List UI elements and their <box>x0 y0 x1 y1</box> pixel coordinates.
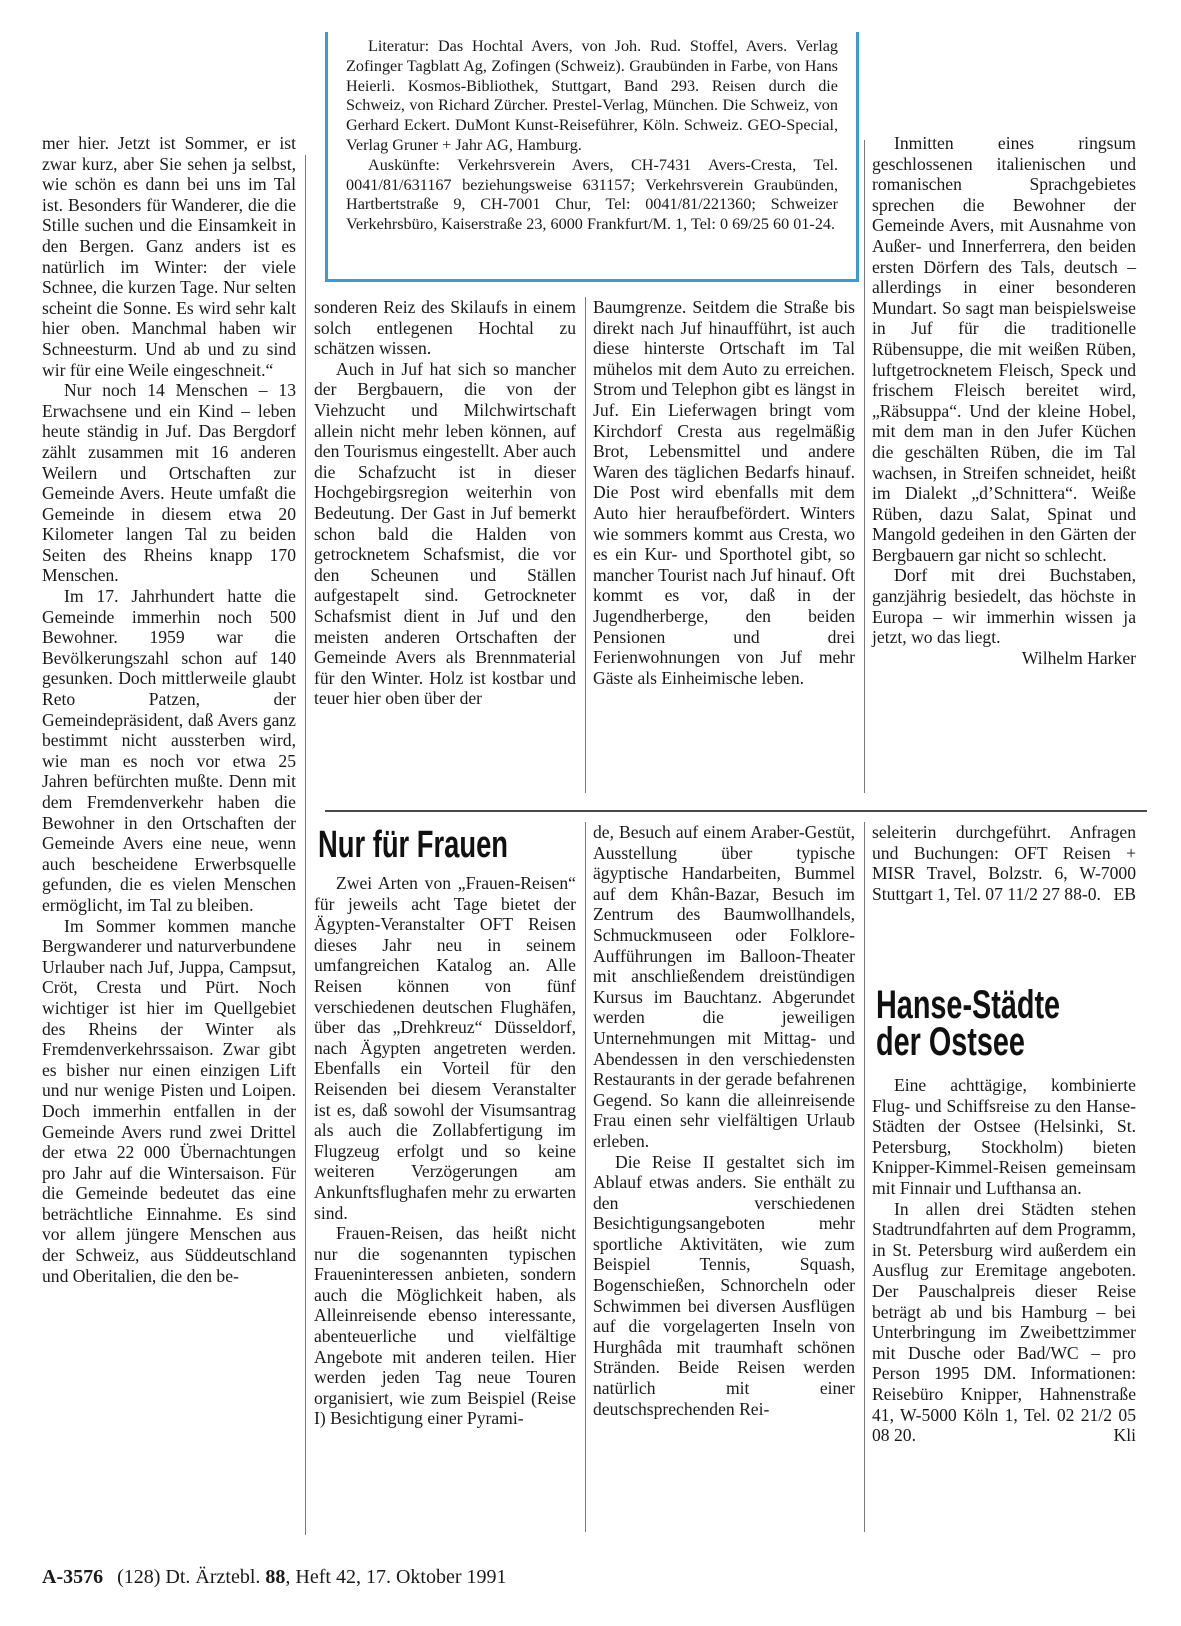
paragraph: Nur noch 14 Menschen – 13 Erwachsene und ein Kind – leben heute ständig in Juf. Das Bergdorf zählt zusammen mit 16 anderen Weilern und Ortschaften zur Gemeinde Avers. Heute umfaßt die Gemeinde in diesem etwa 20 Kilometer langen Tal zu beiden Seiten des Rheins knapp 170 Menschen. <box>42 380 296 586</box>
paragraph: de, Besuch auf einem Araber-Gestüt, Ausstellung über typische ägyptische Handarbeiten, Bummel auf dem Khân-Bazar, Besuch im Zentrum des Baumwollhandels, Schmuckmuseen oder Folklore-Aufführungen im Balloon-Theater mit anschließendem dreistündigen Kursus im Bauchtanz. Abgerundet werden die jeweiligen Unternehmungen mit Mittag- und Abendessen in den verschiedensten Restaurants in der gerade befahrenen Gegend. So kann die alleinreisende Frau einen sehr vielfältigen Urlaub erleben. <box>593 822 855 1151</box>
paragraph: Zwei Arten von „Frauen-Reisen“ für jeweils acht Tage bietet der Ägypten-Veranstalter OFT Reisen dieses Jahr neu in seinem umfangreichen Katalog an. Alle Reisen können von fünf verschiedenen deutschen Flughäfen, über das „Drehkreuz“ Düsseldorf, nach Ägypten angetreten werden. Ebenfalls ein Vorteil für den Reisenden bei diesem Veranstalter ist es, daß sowohl der Visumsantrag als auch die Zollabfertigung im Flugzeug erfolgt und so keine weiteren Verzögerungen am Ankunftsflughafen mehr zu erwarten sind. <box>314 873 576 1223</box>
paragraph: Im Sommer kommen manche Bergwanderer und naturverbundene Urlauber nach Juf, Juppa, Campsut, Cröt, Cresta und Pürt. Noch wichtiger ist hier im Quellgebiet des Rheins der Winter als Fremdenverkehrssaison. Zwar gibt es bisher nur einen einzigen Lift und nur wenige Pisten und Loipen. Doch immerhin entfallen in der Gemeinde Avers rund zwei Drittel der etwa 22 000 Übernachtungen pro Jahr auf die Wintersaison. Für die Gemeinde bedeutet das eine beträchtliche Einnahme. Es sind vor allem jüngere Menschen aus der Schweiz, aus Süddeutschland und Oberitalien, die den be- <box>42 915 296 1286</box>
page-footer <box>42 1566 506 1589</box>
paragraph: Baumgrenze. Seitdem die Straße bis direkt nach Juf hinaufführt, ist auch diese hinterste Ortschaft im Tal mühelos mit dem Auto zu erreichen. Strom und Telephon gibt es längst in Juf. Ein Lieferwagen bringt vom Kirchdorf Cresta aus regelmäßig Brot, Lebensmittel und andere Waren des täglichen Bedarfs hinauf. Die Post wird ebenfalls mit dem Auto hier heraufbefördert. Winters wie sommers kommt aus Cresta, wo es ein Kur- und Sporthotel gibt, so mancher Tourist nach Juf hinauf. Oft kommt es vor, daß in der Jugendherberge, den beiden Pensionen und drei Ferienwohnungen von Juf mehr Gäste als Einheimische leben. <box>593 297 855 688</box>
paragraph <box>872 565 1136 668</box>
info-box <box>325 32 859 282</box>
section-divider <box>325 810 1147 812</box>
paragraph <box>872 1199 1136 1446</box>
column-4-hanse <box>872 1075 1136 1446</box>
column-2-top <box>314 297 576 709</box>
headline-hanse-line2: der Ostsee <box>876 1020 1025 1064</box>
literature-text: Literatur: Das Hochtal Avers, von Joh. Rud. Stoffel, Avers. Verlag Zofinger Tagblatt Ag, Zofingen (Schweiz). Graubünden in Farbe, von Hans Heierli. Kosmos-Bibliothek, Stuttgart, Band 293. Reisen durch die Schweiz, von Richard Zürcher. Prestel-Verlag, München. Die Schweiz, von Gerhard Eckert. DuMont Kunst-Reiseführer, Köln. Schweiz. GEO-Special, Verlag Gruner + Jahr AG, Hamburg. <box>346 37 838 154</box>
paragraph: Eine achttägige, kombinierte Flug- und Schiffsreise zu den Hanse-Städten der Ostsee (Helsinki, St. Petersburg, Stockholm) bieten Knipper-Kimmel-Reisen gemeinsam mit Finnair und Lufthansa an. <box>872 1075 1136 1198</box>
page-number: A-3576 <box>42 1566 104 1588</box>
headline-frauen: Nur für Frauen <box>318 824 509 866</box>
paragraph: sonderen Reiz des Skilaufs in einem solch entlegenen Hochtal zu schätzen wissen. <box>314 297 576 359</box>
paragraph: Auch in Juf hat sich so mancher der Bergbauern, die von der Viehzucht und Milchwirtschaft allein nicht mehr leben können, auf den Tourismus eingestellt. Aber auch die Schafzucht ist in dieser Hochgebirgsregion weiterhin von Bedeutung. Der Gast in Juf bemerkt schon bald die Halden von getrocknetem Schafsmist, die vor den Scheunen und Ställen aufgestapelt sind. Getrockneter Schafsmist dient in Juf und den meisten anderen Ortschaften der Gemeinde Avers als Brennmaterial für den Winter. Holz ist kostbar und teuer hier oben über der <box>314 358 576 709</box>
headline-hanse-line1: Hanse-Städte <box>876 983 1061 1027</box>
paragraph-text: seleiterin durchgeführt. Anfragen und Buchungen: OFT Reisen + MISR Travel, Bolzstr. 6, W-7000 Stuttgart 1, Tel. 07 11/2 27 88-0. <box>872 822 1136 904</box>
paragraph <box>872 822 1136 904</box>
footer-volume: 88 <box>265 1566 286 1588</box>
column-3-top <box>593 297 855 688</box>
column-divider <box>585 297 586 793</box>
author-signature: Wilhelm Harker <box>1021 647 1136 668</box>
contact-text: Auskünfte: Verkehrsverein Avers, CH-7431 Avers-Cresta, Tel. 0041/81/631167 beziehungsweise 631157; Verkehrsverein Graubünden, Hartbertstraße 9, CH-7001 Chur, Tel: 0041/81/221360; Schweizer Verkehrsbüro, Kaiserstraße 23, 6000 Frankfurt/M. 1, Tel: 0 69/25 60 01-24. <box>346 155 838 234</box>
column-divider <box>585 822 586 1532</box>
paragraph: Die Reise II gestaltet sich im Ablauf etwas anders. Sie enthält zu den verschiedenen Besichtigungsangeboten mehr sportliche Aktivitäten, wie zum Beispiel Tennis, Squash, Bogenschießen, Schnorcheln oder Schwimmen bei diversen Ausflügen auf die vorgelagerten Inseln von Hurghâda mit traumhaft schönen Stränden. Beide Reisen werden natürlich mit einer deutschsprechenden Rei- <box>593 1151 855 1419</box>
column-2-bottom <box>314 873 576 1429</box>
column-3-bottom <box>593 822 855 1419</box>
paragraph: Frauen-Reisen, das heißt nicht nur die sogenannten typischen Fraueninteressen anbieten, sondern auch die Möglichkeit haben, als Alleinreisende ebenso interessante, abenteuerliche und vielfältige Angebote mit anderen teilen. Hier werden jeden Tag neue Touren organisiert, wie zum Beispiel (Reise I) Besichtigung einer Pyrami- <box>314 1223 576 1429</box>
author-signature: Kli <box>1113 1425 1136 1446</box>
footer-pre: (128) Dt. Ärztebl. <box>117 1566 261 1588</box>
column-divider <box>305 155 306 1535</box>
paragraph: mer hier. Jetzt ist Sommer, er ist zwar kurz, aber Sie sehen ja selbst, wie schön es dann bei uns im Tal ist. Besonders für Wanderer, die die Stille suchen und die Einsamkeit in den Bergen. Ganz anders ist es natürlich im Winter: der viele Schnee, die kurzen Tage. Nur selten scheint die Sonne. Es wird sehr kalt hier oben. Manchmal haben wir Schneesturm. Und ab und zu sind wir für eine Weile eingeschneit.“ <box>42 133 296 380</box>
paragraph-text: In allen drei Städten stehen Stadtrundfahrten auf dem Programm, in St. Petersburg wird außerdem ein Ausflug zur Eremitage angeboten. Der Pauschalpreis dieser Reise beträgt ab und bis Hamburg – bei Unterbringung im Zweibettzimmer mit Dusche oder Bad/WC – pro Person 1995 DM. Informationen: Reisebüro Knipper, Hahnenstraße 41, W-5000 Köln 1, Tel. 02 21/2 05 08 20. <box>872 1198 1136 1446</box>
column-divider <box>864 822 865 1532</box>
column-1 <box>42 133 296 1286</box>
column-4-top <box>872 133 1136 668</box>
column-4-frauen <box>872 822 1136 904</box>
paragraph: Inmitten eines ringsum geschlossenen italienischen und romanischen Sprachgebietes sprechen die Bewohner der Gemeinde Avers, mit Ausnahme von Außer- und Innerferrera, den beiden ersten Dörfern des Tals, deutsch – allerdings in einer besonderen Mundart. So sagt man beispielsweise in Juf für die traditionelle Rübensuppe, die mit weißen Rüben, luftgetrocknetem Fleisch, Speck und frischem Fleisch bereitet wird, „Räbsuppa“. Und der kleine Hobel, mit dem man in den Jufer Küchen die geschälten Rüben, die im Tal wachsen, in Streifen schneidet, heißt im Dialekt „d’Schnittera“. Weiße Rüben, dazu Salat, Spinat und Mangold gedeihen in den Gärten der Bergbauern gar nicht so schlecht. <box>872 133 1136 565</box>
paragraph-text: Dorf mit drei Buchstaben, ganzjährig besiedelt, das höchste in Europa – wir immerhin wissen ja jetzt, wo das liegt. <box>872 565 1136 648</box>
paragraph: Im 17. Jahrhundert hatte die Gemeinde immerhin noch 500 Bewohner. 1959 war die Bevölkerungszahl schon auf 140 gesunken. Doch mittlerweile glaubt Reto Patzen, der Gemeindepräsident, daß Avers ganz bestimmt nicht aussterben wird, wie man es noch vor etwa 25 Jahren befürchten mußte. Denn mit dem Fremdenverkehr haben die Bewohner in den Ortschaften der Gemeinde Avers eine neue, wenn auch bescheidene Erwerbsquelle gefunden, die es vielen Menschen ermöglicht, im Tal zu bleiben. <box>42 586 296 915</box>
author-signature: EB <box>1113 883 1136 904</box>
column-divider <box>864 140 865 793</box>
footer-post: , Heft 42, 17. Oktober 1991 <box>285 1566 507 1588</box>
